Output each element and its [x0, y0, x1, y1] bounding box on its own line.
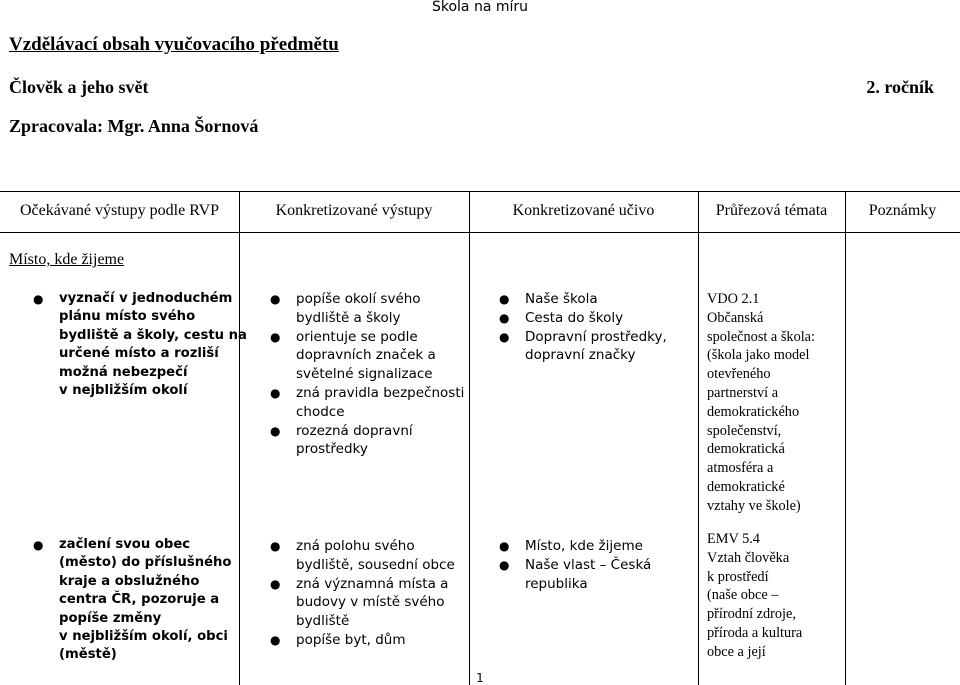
bullet-icon: ● [270, 292, 281, 306]
column-divider [845, 191, 846, 685]
theme-line: demokratická [707, 441, 785, 458]
grade-label: 2. ročník [866, 77, 934, 97]
list-item-text: popíše byt, dům [296, 631, 406, 648]
column-divider [469, 191, 470, 685]
theme-line: Občanská [707, 309, 764, 326]
list-item-text: zná polohu svého bydliště, sousední obce [296, 538, 455, 573]
list-item [499, 290, 667, 309]
list-item-text: Dopravní prostředky, dopravní značky [525, 328, 667, 364]
list-item [499, 556, 651, 594]
bullet-icon: ● [499, 292, 510, 306]
list-item-text: vyznačí v jednoduchém plánu místo svého bydliště a školy, cestu na určené místo a rozliší možná nebezpečí v nejbližším okolí [59, 291, 247, 399]
section-title: Místo, kde žijeme [9, 251, 125, 268]
row2-outputs [270, 537, 455, 650]
list-item-text: Naše vlast – Česká republika [525, 556, 652, 592]
bullet-icon: ● [270, 329, 281, 344]
subject-name: Člověk a jeho svět [9, 77, 149, 97]
theme-line: VDO 2.1 [707, 291, 760, 307]
theme-line: EMV 5.4 [707, 531, 760, 547]
author-line: Zpracovala: Mgr. Anna Šornová [9, 116, 259, 136]
list-item [499, 537, 651, 556]
bullet-icon: ● [270, 385, 281, 400]
theme-line: (naše obce – [707, 587, 779, 604]
theme-line: otevřeného [707, 366, 771, 383]
bullet-icon: ● [499, 539, 510, 553]
list-item [33, 290, 247, 400]
list-item-text: Naše škola [525, 291, 598, 307]
column-header-themes: Průřezová témata [715, 202, 828, 219]
column-header-outputs: Konkretizované výstupy [275, 202, 433, 219]
bullet-icon: ● [270, 632, 281, 647]
list-item-text: Místo, kde žijeme [525, 538, 643, 554]
bullet-icon: ● [499, 310, 510, 325]
row2-content [499, 537, 651, 593]
theme-line: k prostředí [707, 568, 769, 585]
bullet-icon: ● [33, 292, 44, 306]
list-item [270, 422, 464, 460]
bullet-icon: ● [499, 329, 510, 344]
list-item [270, 290, 464, 328]
theme-line: (škola jako model [707, 347, 810, 364]
column-divider [698, 191, 699, 685]
theme-line: společnost a škola: [707, 328, 816, 345]
list-item-text: zná významná místa a budovy v místě svého bydliště [296, 575, 449, 630]
theme-line: přírodní zdroje, [707, 606, 796, 623]
list-item-text: orientuje se podle dopravních značek a světelné signalizace [296, 328, 436, 383]
row1-outputs [270, 290, 464, 459]
bullet-icon: ● [33, 538, 44, 552]
theme-line: Vztah člověka [707, 549, 790, 566]
row1-themes [707, 290, 815, 516]
theme-line: společenství, [707, 422, 782, 439]
page-number: 1 [476, 671, 484, 685]
list-item-text: Cesta do školy [525, 309, 624, 326]
row1-rvp [33, 290, 247, 400]
column-header-rvp: Očekávané výstupy podle RVP [19, 202, 220, 219]
list-item [33, 536, 232, 665]
row2-themes [707, 530, 802, 662]
column-divider [239, 191, 240, 685]
column-header-notes: Poznámky [868, 202, 937, 219]
row2-rvp [33, 536, 232, 665]
theme-line: demokratického [707, 403, 800, 420]
list-item-text: začlení svou obec (město) do příslušného kraje a obslužného centra ČR, pozoruje a popíše změny v nejbližším okolí, obci (městě) [59, 537, 232, 663]
bullet-icon: ● [270, 423, 281, 438]
list-item [499, 309, 667, 328]
document-title: Vzdělávací obsah vyučovacího předmětu [9, 34, 339, 55]
table-top-border [0, 191, 960, 192]
page-header: Škola na míru [431, 0, 529, 15]
bullet-icon: ● [499, 557, 510, 572]
theme-line: partnerství a [707, 384, 779, 401]
theme-line: obce a její [707, 643, 766, 660]
list-item [270, 384, 464, 422]
curriculum-table [0, 191, 960, 685]
list-item [499, 328, 667, 366]
header-divider [0, 232, 960, 233]
list-item-text: zná pravidla bezpečnosti chodce [296, 384, 465, 420]
list-item [270, 631, 455, 650]
theme-line: příroda a kultura [707, 624, 803, 641]
list-item [270, 328, 464, 384]
theme-line: vztahy ve škole) [707, 497, 801, 514]
list-item [270, 537, 455, 575]
column-header-content: Konkretizované učivo [512, 202, 655, 219]
list-item-text: rozezná dopravní prostředky [296, 422, 413, 458]
theme-line: demokratické [707, 478, 785, 495]
row1-content [499, 290, 667, 365]
theme-line: atmosféra a [707, 460, 774, 477]
list-item [270, 575, 455, 631]
bullet-icon: ● [270, 576, 281, 591]
list-item-text: popíše okolí svého bydliště a školy [296, 291, 421, 326]
bullet-icon: ● [270, 539, 281, 553]
